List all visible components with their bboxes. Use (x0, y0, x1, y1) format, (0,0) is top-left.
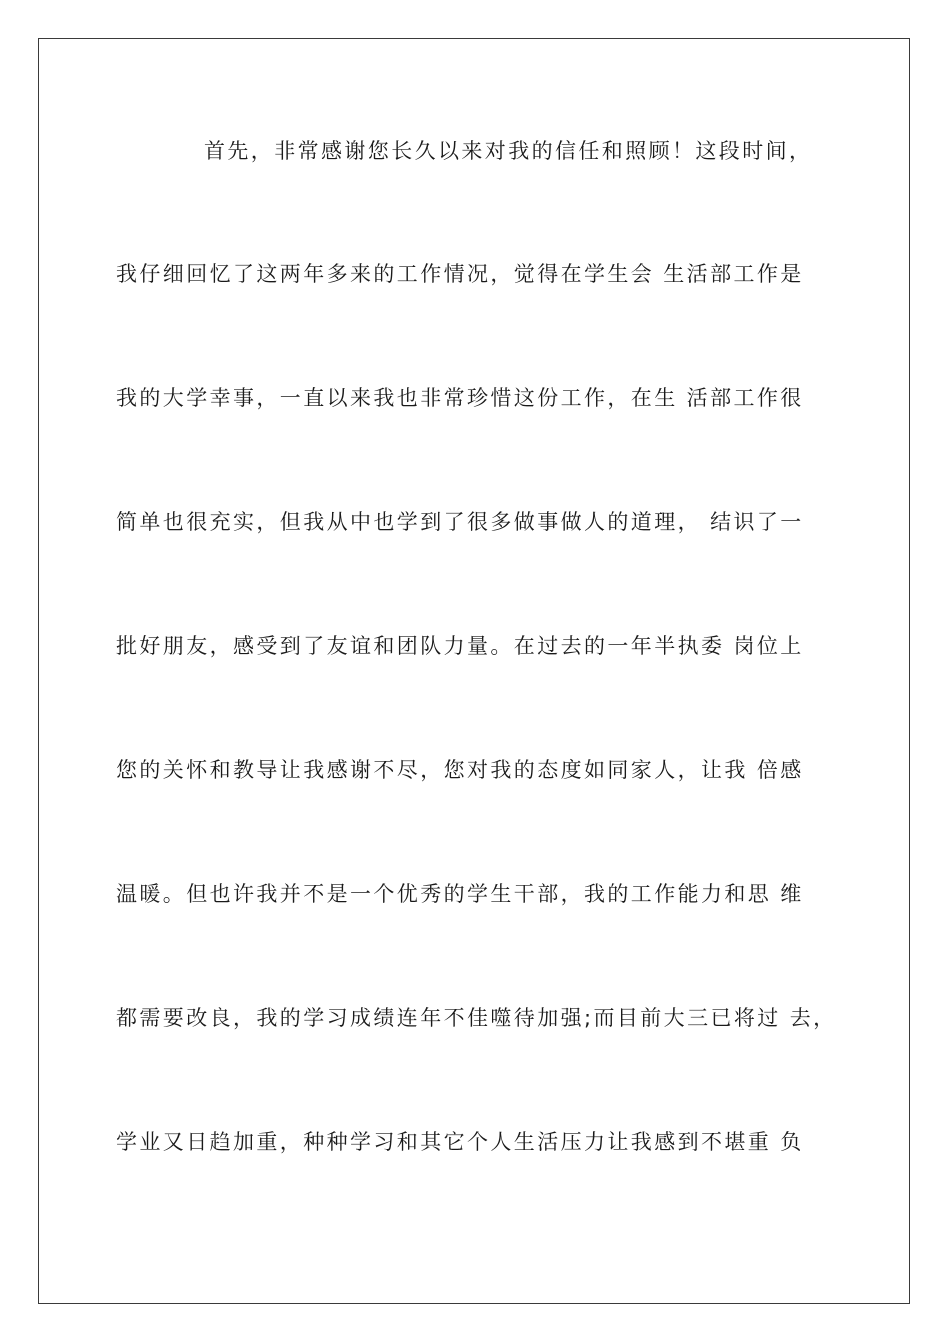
paragraph-line-8: 都需要改良，我的学习成绩连年不佳噬待加强;而目前大三已将过 去， (116, 1006, 837, 1030)
paragraph-line-3: 我的大学幸事，一直以来我也非常珍惜这份工作，在生 活部工作很 (116, 386, 804, 410)
paragraph-line-1: 首先，非常感谢您长久以来对我的信任和照顾！这段时间， (204, 139, 813, 163)
paragraph-line-2: 我仔细回忆了这两年多来的工作情况，觉得在学生会 生活部工作是 (116, 262, 804, 286)
paragraph-line-9: 学业又日趋加重，种种学习和其它个人生活压力让我感到不堪重 负 (116, 1130, 804, 1154)
paragraph-line-6: 您的关怀和教导让我感谢不尽，您对我的态度如同家人，让我 倍感 (116, 758, 804, 782)
page-border (38, 38, 910, 1304)
paragraph-line-5: 批好朋友，感受到了友谊和团队力量。在过去的一年半执委 岗位上 (116, 634, 804, 658)
paragraph-line-4: 简单也很充实，但我从中也学到了很多做事做人的道理， 结识了一 (116, 510, 804, 534)
paragraph-line-7: 温暖。但也许我并不是一个优秀的学生干部，我的工作能力和思 维 (116, 882, 804, 906)
